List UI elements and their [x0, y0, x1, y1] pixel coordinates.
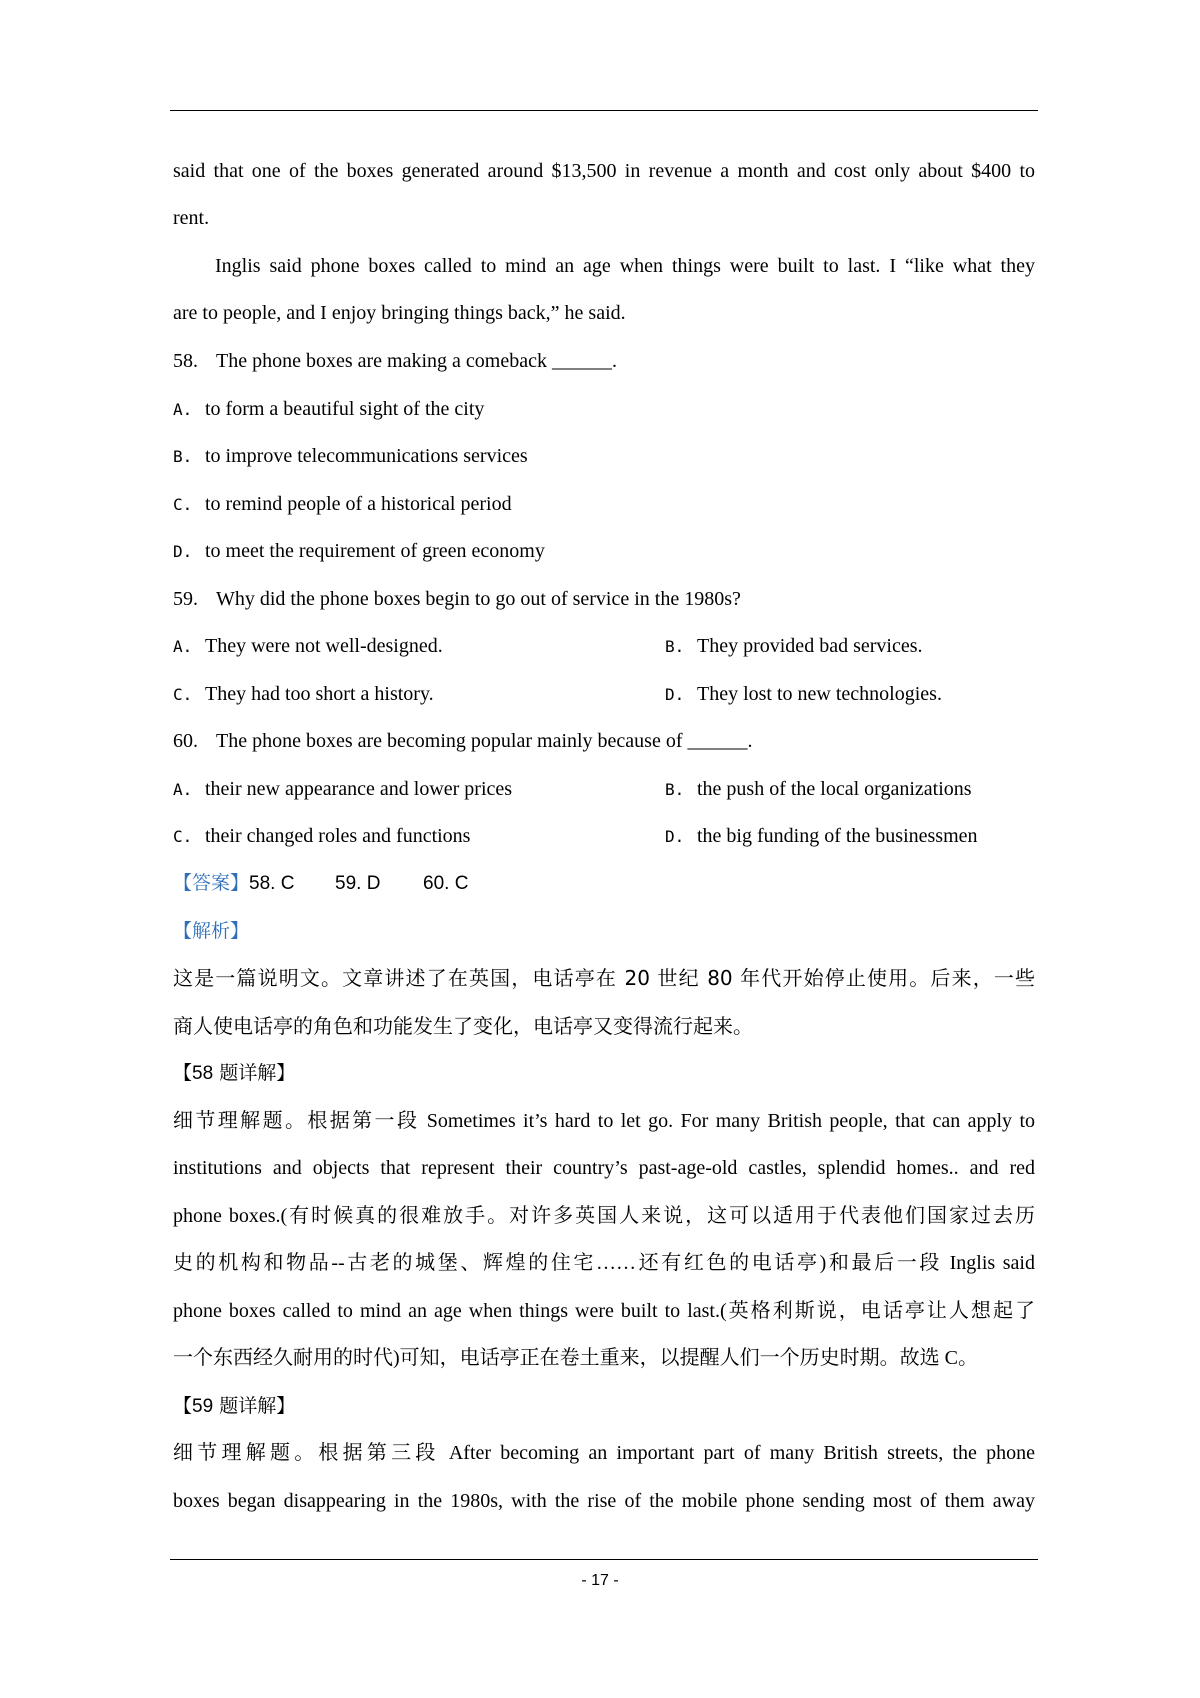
- detail-58-line: 史的机构和物品--古老的城堡、辉煌的住宅……还有红色的电话亭)和最后一段 Inglis said: [173, 1252, 1035, 1274]
- option-letter: B.: [173, 447, 193, 466]
- option-text: to form a beautiful sight of the city: [205, 398, 485, 420]
- option-text: to improve telecommunications services: [205, 445, 528, 467]
- heading-text: 题详解】: [213, 1062, 296, 1084]
- option-text: the big funding of the businessmen: [697, 825, 978, 847]
- analysis-line: 商人使电话亭的角色和功能发生了变化，电话亭又变得流行起来。: [173, 1014, 753, 1038]
- footer-rule: [170, 1559, 1038, 1560]
- header-rule: [170, 110, 1038, 111]
- passage-line: rent.: [173, 207, 210, 229]
- analysis-label: 【解析】: [173, 920, 250, 942]
- question-text: The phone boxes are making a comeback ______.: [216, 350, 617, 372]
- option-letter: C.: [173, 827, 193, 846]
- question-60-stem: [173, 728, 753, 754]
- detail-58-line: institutions and objects that represent their country’s past-age-old castles, splendid homes.. and red: [173, 1157, 1035, 1179]
- options-60-row-2: [173, 823, 1035, 850]
- question-text: Why did the phone boxes begin to go out of service in the 1980s?: [216, 588, 741, 610]
- options-60-row-1: [173, 776, 1035, 803]
- detail-59-heading: [173, 1393, 295, 1420]
- question-text: The phone boxes are becoming popular mainly because of ______.: [216, 730, 753, 752]
- options-59-row-2: [173, 681, 1035, 708]
- answer-label: 【答案】: [173, 872, 250, 894]
- analysis-line: 这是一篇说明文。文章讲述了在英国，电话亭在 20 世纪 80 年代开始停止使用。后来，一些: [173, 966, 1035, 990]
- heading-text: 题详解】: [213, 1395, 296, 1417]
- option-text: their new appearance and lower prices: [205, 778, 513, 800]
- detail-58-heading: [173, 1060, 295, 1087]
- option-letter: D.: [173, 542, 193, 561]
- option-text: They provided bad services.: [697, 635, 923, 657]
- option-60-b: [665, 776, 972, 803]
- question-number: 59.: [173, 588, 198, 610]
- question-number: 58.: [173, 350, 198, 372]
- detail-58-line: phone boxes called to mind an age when things were built to last.(英格利斯说，电话亭让人想起了: [173, 1300, 1035, 1322]
- option-letter: C.: [173, 495, 193, 514]
- option-text: the push of the local organizations: [697, 778, 972, 800]
- option-58-a: [173, 396, 484, 423]
- option-letter: A.: [173, 400, 193, 419]
- passage-line: said that one of the boxes generated around $13,500 in revenue a month and cost only about $400 to: [173, 160, 1035, 182]
- option-60-a: [173, 778, 512, 800]
- option-letter: A.: [173, 780, 193, 799]
- passage-line: are to people, and I enjoy bringing things back,” he said.: [173, 302, 626, 324]
- option-letter: B.: [665, 637, 685, 656]
- option-59-c: [173, 683, 434, 705]
- option-letter: D.: [665, 827, 685, 846]
- option-text: They lost to new technologies.: [697, 683, 942, 705]
- option-59-d: [665, 681, 942, 708]
- option-58-b: [173, 443, 528, 470]
- answer-line: [173, 870, 468, 897]
- heading-number: 58: [192, 1063, 214, 1084]
- option-letter: D.: [665, 685, 685, 704]
- heading-bracket: 【: [173, 1062, 193, 1084]
- option-letter: C.: [173, 685, 193, 704]
- heading-bracket: 【: [173, 1395, 193, 1417]
- detail-58-line: 一个东西经久耐用的时代)可知，电话亭正在卷土重来，以提醒人们一个历史时期。故选 C。: [173, 1347, 978, 1369]
- option-letter: B.: [665, 780, 685, 799]
- option-58-d: [173, 538, 545, 565]
- question-59-stem: [173, 586, 741, 612]
- option-text: They had too short a history.: [205, 683, 434, 705]
- option-60-c: [173, 825, 470, 847]
- option-text: to meet the requirement of green economy: [205, 540, 545, 562]
- option-59-a: [173, 635, 443, 657]
- detail-59-line: boxes began disappearing in the 1980s, with the rise of the mobile phone sending most of them away: [173, 1490, 1035, 1512]
- option-58-c: [173, 491, 512, 518]
- analysis-heading: [173, 918, 249, 944]
- option-text: They were not well-designed.: [205, 635, 443, 657]
- detail-58-line: 细节理解题。根据第一段 Sometimes it’s hard to let go. For many British people, that can apply to: [173, 1110, 1035, 1132]
- option-text: to remind people of a historical period: [205, 493, 512, 515]
- detail-59-line: 细节理解题。根据第三段 After becoming an important part of many British streets, the phone: [173, 1442, 1035, 1464]
- answer-item: 58. C: [249, 873, 295, 894]
- option-59-b: [665, 633, 922, 660]
- question-number: 60.: [173, 730, 198, 752]
- heading-number: 59: [192, 1396, 214, 1417]
- page-number: - 17 -: [581, 1572, 619, 1589]
- option-text: their changed roles and functions: [205, 825, 471, 847]
- option-letter: A.: [173, 637, 193, 656]
- options-59-row-1: [173, 633, 1035, 660]
- detail-58-line: phone boxes.(有时候真的很难放手。对许多英国人来说，这可以适用于代表他们国家过去历: [173, 1205, 1035, 1227]
- passage-line: Inglis said phone boxes called to mind an age when things were built to last. I “like what they: [215, 255, 1035, 277]
- question-58-stem: [173, 348, 617, 374]
- option-60-d: [665, 823, 978, 850]
- answer-item: 59. D: [335, 873, 381, 894]
- answer-item: 60. C: [423, 873, 469, 894]
